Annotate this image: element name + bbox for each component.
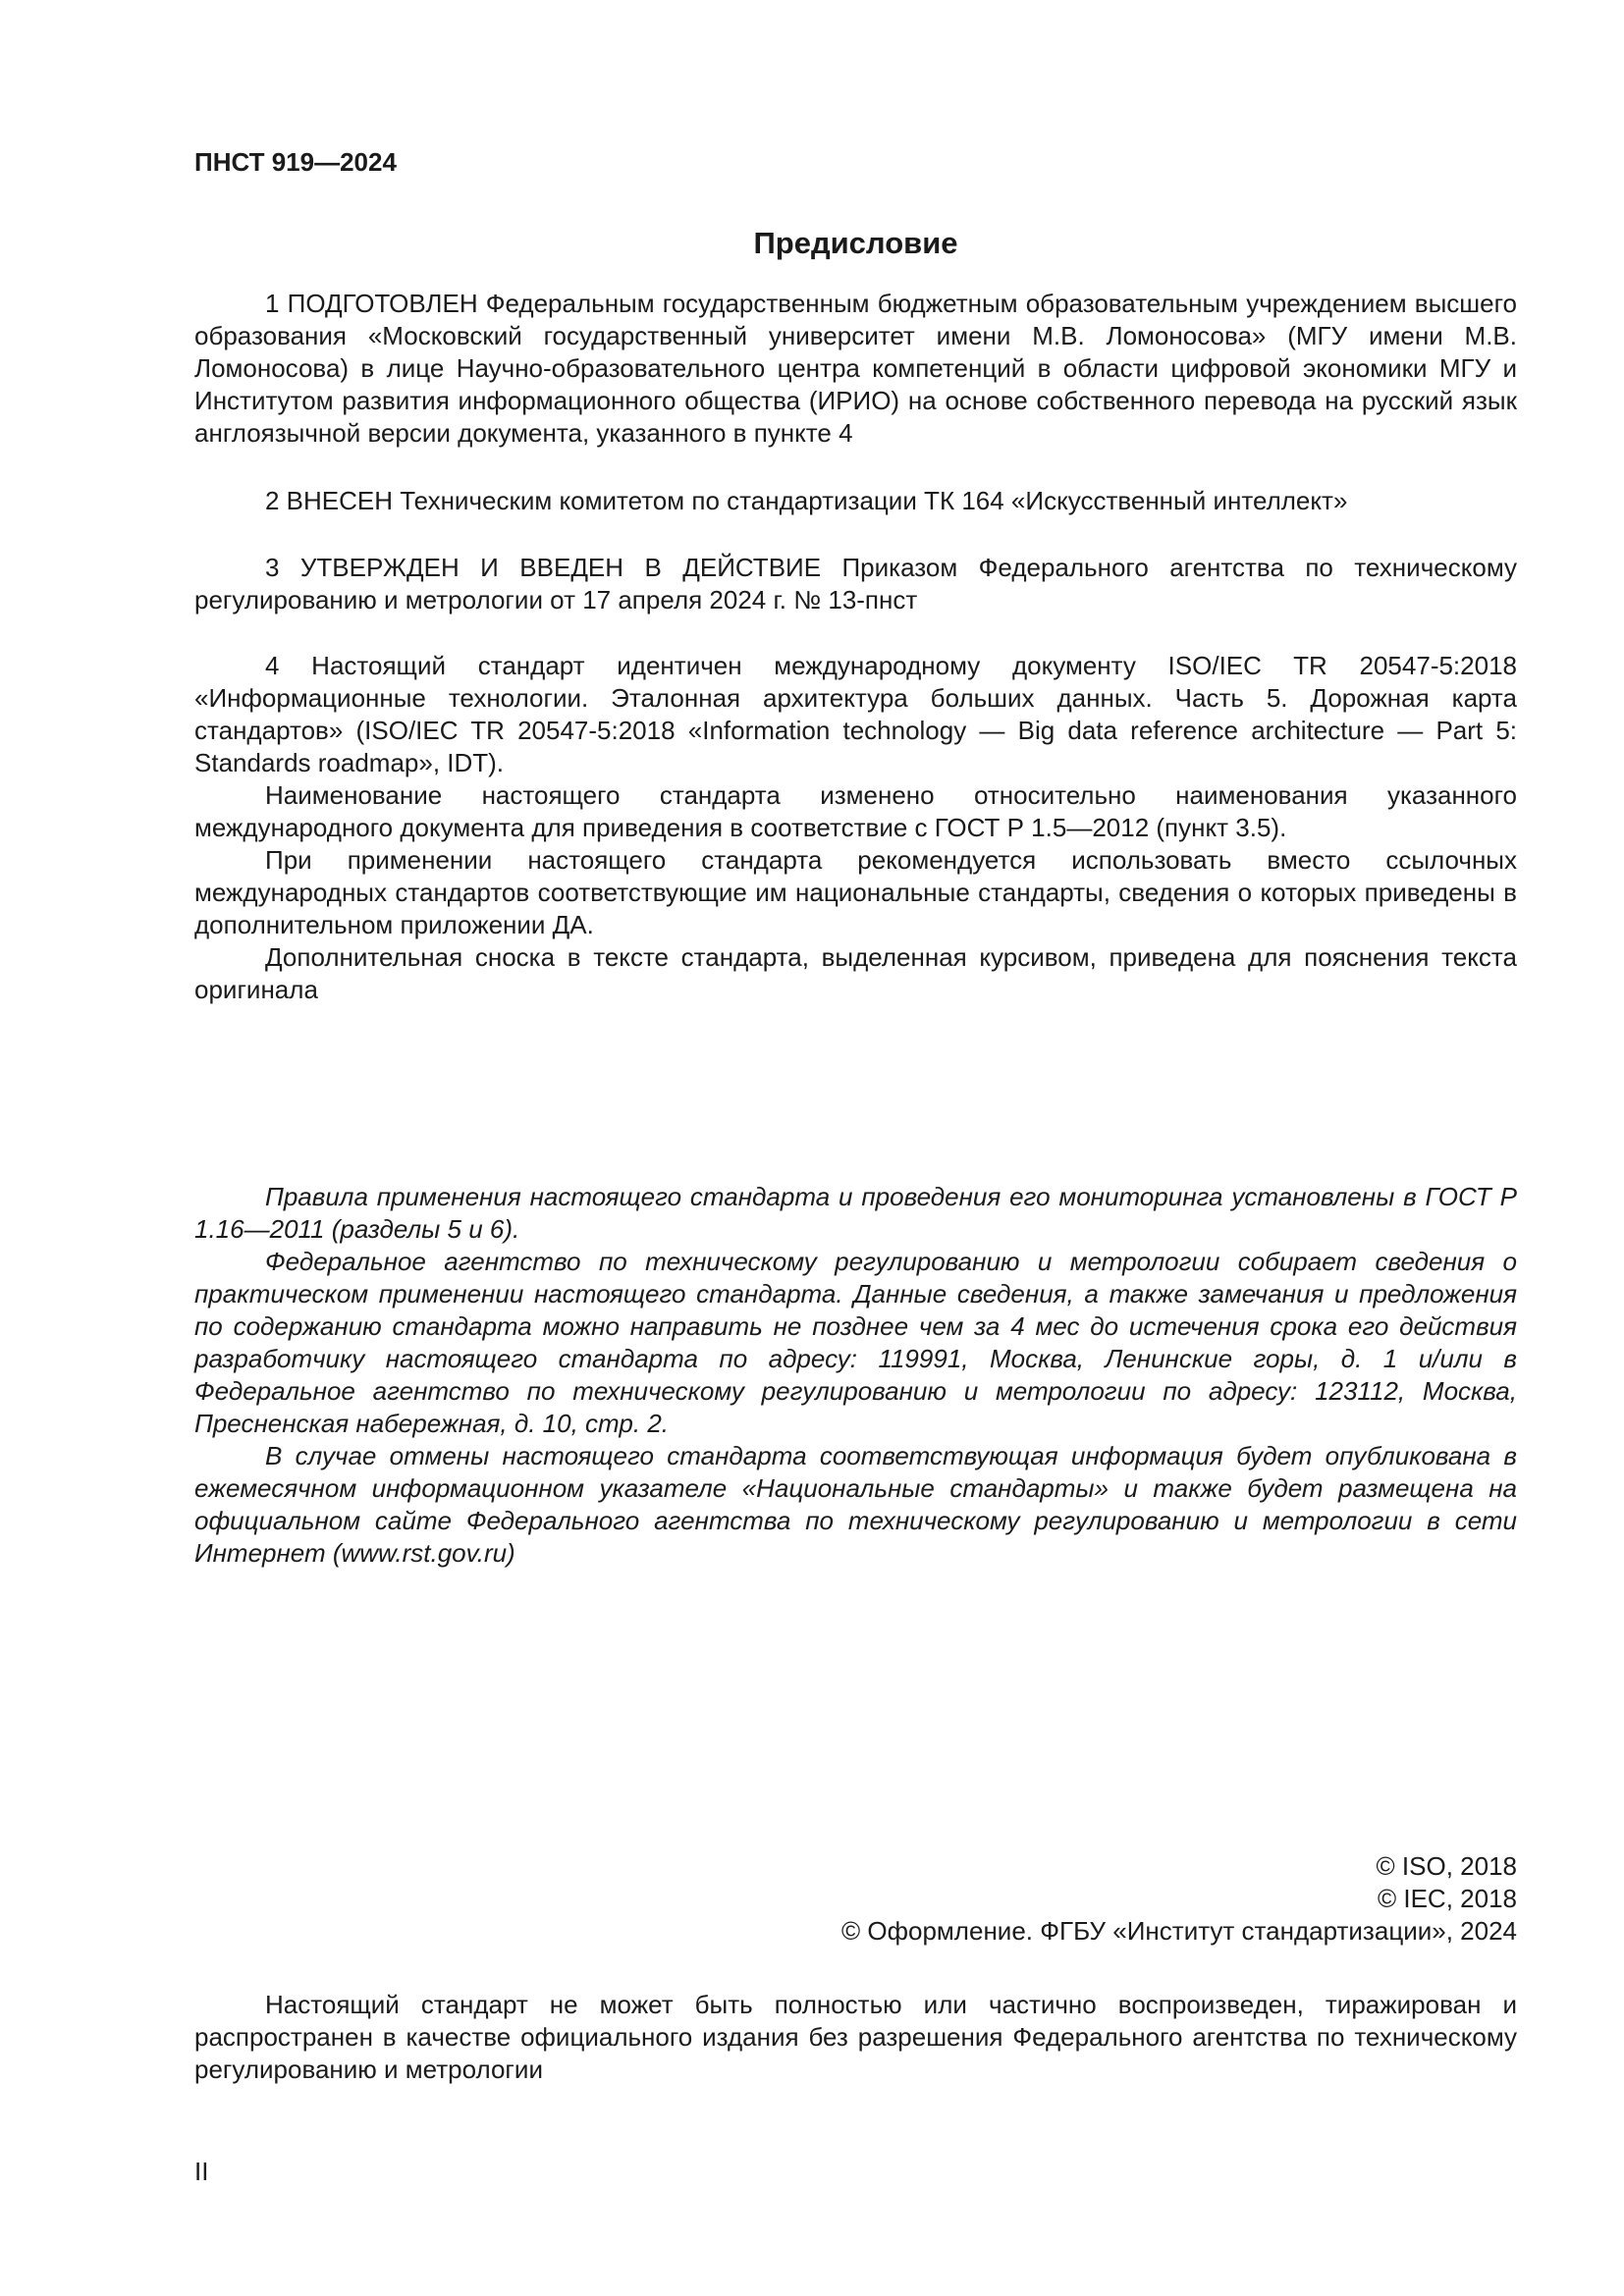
foreword-item-1 xyxy=(194,288,1517,450)
foreword-item-2 xyxy=(194,485,1517,517)
foreword-item-4 xyxy=(194,650,1517,1006)
notice-paragraph: В случае отмены настоящего стандарта соответствующая информация будет опубликована в ежемесячном информационном указателе «Национальные стандарты» и также будет размещена на официальном сайте Федерального агентства по техническому регулированию и метрологии в сети Интернет (www.rst.gov.ru) xyxy=(194,1441,1517,1568)
notice-paragraph: Федеральное агентство по техническому регулированию и метрологии собирает сведения о практическом применении настоящего стандарта. Данные сведения, а также замечания и предложения по содержанию стандарта можно направить не позднее чем за 4 мес до истечения срока его действия разработчику настоящего стандарта по адресу: 119991, Москва, Ленинские горы, д. 1 и/или в Федеральное агентство по техническому регулированию и метрологии по адресу: 123112, Москва, Пресненская набережная, д. 10, стр. 2. xyxy=(194,1247,1517,1438)
copyright-design: © Оформление. ФГБУ «Институт стандартизации», 2024 xyxy=(841,1916,1517,1946)
notice-paragraph: Правила применения настоящего стандарта и проведения его мониторинга установлены в ГОСТ Р 1.16—2011 (разделы 5 и 6). xyxy=(194,1182,1517,1244)
copyright-iso: © ISO, 2018 xyxy=(1376,1851,1517,1881)
standard-usage-notice xyxy=(194,1181,1517,1570)
foreword-paragraph: 4 Настоящий стандарт идентичен международному документу ISO/IEC TR 20547-5:2018 «Информационные технологии. Эталонная архитектура больших данных. Часть 5. Дорожная карта стандартов» (ISO/IEC TR 20547-5:2018 «Information technology — Big data reference architecture — Part 5: Standards roadmap», IDT). xyxy=(194,651,1517,777)
reproduction-paragraph: Настоящий стандарт не может быть полностью или частично воспроизведен, тиражирован и распространен в качестве официального издания без разрешения Федерального агентства по техническому регулированию и метрологии xyxy=(194,1990,1517,2084)
page-title: Предисловие xyxy=(753,226,958,260)
foreword-paragraph: При применении настоящего стандарта рекомендуется использовать вместо ссылочных международных стандартов соответствующие им национальные стандарты, сведения о которых приведены в дополнительном приложении ДА. xyxy=(194,845,1517,939)
page-number: II xyxy=(194,2157,209,2186)
reproduction-notice xyxy=(194,1989,1517,2086)
document-code: ПНСТ 919—2024 xyxy=(194,147,397,177)
foreword-paragraph: Наименование настоящего стандарта изменено относительно наименования указанного международного документа для приведения в соответствие с ГОСТ Р 1.5—2012 (пункт 3.5). xyxy=(194,780,1517,842)
copyright-iec: © IEC, 2018 xyxy=(1377,1884,1517,1913)
foreword-item-3 xyxy=(194,552,1517,616)
foreword-paragraph: 1 ПОДГОТОВЛЕН Федеральным государственным бюджетным образовательным учреждением высшего образования «Московский государственный университет имени М.В. Ломоносова» (МГУ имени М.В. Ломоносова) в лице Научно-образовательного центра компетенций в области цифровой экономики МГУ и Институтом развития информационного общества (ИРИО) на основе собственного перевода на русский язык англоязычной версии документа, указанного в пункте 4 xyxy=(194,289,1517,448)
copyright-block xyxy=(841,1850,1517,1948)
foreword-paragraph: Дополнительная сноска в тексте стандарта, выделенная курсивом, приведена для пояснения текста оригинала xyxy=(194,942,1517,1004)
foreword-paragraph: 2 ВНЕСЕН Техническим комитетом по стандартизации ТК 164 «Искусственный интеллект» xyxy=(265,486,1348,515)
foreword-paragraph: 3 УТВЕРЖДЕН И ВВЕДЕН В ДЕЙСТВИЕ Приказом Федерального агентства по техническому регулированию и метрологии от 17 апреля 2024 г. № 13-пнст xyxy=(194,553,1517,614)
